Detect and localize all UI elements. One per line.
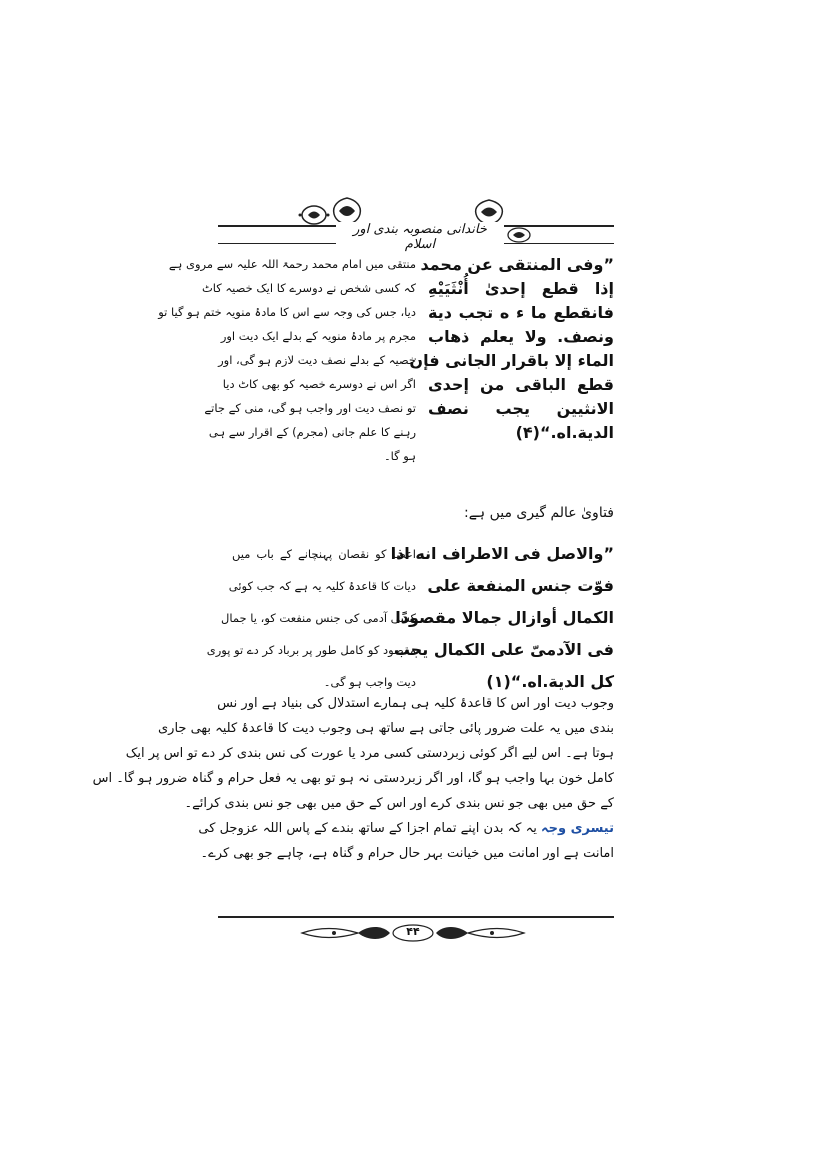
page-number: ۴۴ <box>406 925 420 938</box>
paragraph-line: وجوب دیت اور اس کا قاعدۂ کلیہ ہی ہمارے استدلال کی بنیاد ہے اور نس <box>217 696 614 711</box>
arabic-quote-2 <box>390 538 614 698</box>
urdu-line: دیت واجب ہو گی۔ <box>323 675 416 689</box>
paragraph-line: کامل خون بہا واجب ہو گا، اور اگر زبردستی نہ ہو تو بھی یہ فعل حرام و گناہ ضرور ہو گا۔ اس <box>92 771 614 786</box>
arabic-line: الدية.اه.“(۴) <box>515 423 614 442</box>
arabic-line: فوّت جنس المنفعة على <box>427 576 614 595</box>
arabic-line: الانثيين يجب نصف <box>428 399 614 418</box>
arabic-line: إذا قطع إحدیٰ أُنْثَیَیْهِ <box>428 279 614 298</box>
paragraph-line: بندی میں یہ علت ضرور پائی جاتی ہے ساتھ ہی وجوب دیت کا قاعدۂ کلیہ بھی جاری <box>157 721 614 736</box>
paragraph-line-third-reason <box>198 816 614 841</box>
header-ornament-left-icon <box>298 204 330 226</box>
section-heading-fatawa: فتاویٰ عالم گیری میں ہے: <box>464 505 614 521</box>
body-paragraph <box>92 691 614 866</box>
arabic-line: ”والاصل فی الاطراف انه اذا <box>390 544 614 563</box>
urdu-line: مقصود کو کامل طور پر برباد کر دے تو پوری <box>206 643 416 657</box>
header-ornament-small-icon <box>506 226 532 244</box>
urdu-translation-1 <box>158 252 416 468</box>
paragraph-line: کے حق میں بھی جو نس بندی کرے اور اس کے حق میں بھی جو نس بندی کرائے۔ <box>184 796 614 811</box>
paragraph-line: امانت ہے اور امانت میں خیانت بہر حال حرام و گناہ ہے، چاہے جو بھی کرے۔ <box>200 846 614 861</box>
urdu-line: مجرم پر مادۂ منویہ کے بدلے ایک دیت اور <box>220 329 416 343</box>
arabic-line: ونصف. ولا يعلم ذهاب <box>428 327 614 346</box>
arabic-line: فانقطع ما ء ه تجب دية <box>428 303 614 322</box>
urdu-line: منتقی میں امام محمد رحمۃ اللہ علیہ سے مروی ہے <box>168 257 416 271</box>
arabic-line: الكمال أوازال جمالا مقصودًا <box>395 608 614 627</box>
urdu-line: ہو گا۔ <box>383 449 416 463</box>
urdu-line: اگر اس نے دوسرے خصیہ کو بھی کاٹ دیا <box>222 377 416 391</box>
arabic-quote-1 <box>409 253 614 445</box>
arabic-line: قطع الباقی من إحدی <box>428 375 614 394</box>
running-header-title: خاندانی منصوبہ بندی اور اسلام <box>336 222 504 252</box>
arabic-line: ”وفی المنتقی عن محمد <box>420 255 614 274</box>
urdu-line: رہنے کا علم جانی (مجرم) کے اقرار سے ہی <box>208 425 416 439</box>
urdu-line: دیات کا قاعدۂ کلیہ یہ ہے کہ جب کوئی <box>228 579 416 593</box>
paragraph-line: ہوتا ہے۔ اس لیے اگر کوئی زبردستی کسی مرد یا عورت کی نس بندی کر دے تو اس پر ایک <box>125 746 614 761</box>
urdu-translation-2 <box>206 538 416 698</box>
third-reason-label: تیسری وجہ <box>540 821 614 836</box>
urdu-line: دیا، جس کی وجہ سے اس کا مادۂ منویہ ختم ہو گیا تو <box>158 305 416 319</box>
arabic-line: فی الآدمیّ على الكمال يجب <box>393 640 614 659</box>
arabic-line: الماء إلا باقرار الجانی فإن <box>409 351 614 370</box>
urdu-line: کسی آدمی کی جنس منفعت کو، یا جمال <box>220 611 416 625</box>
urdu-line: اعضا کو نقصان پہنچانے کے باب میں <box>232 547 416 561</box>
urdu-line: تو نصف دیت اور واجب ہو گی، منی کے جاتے <box>204 401 416 415</box>
urdu-line: کہ کسی شخص نے دوسرے کا ایک خصیہ کاٹ <box>201 281 416 295</box>
arabic-line: كل الدية.اه.“(۱) <box>486 672 614 691</box>
third-reason-text: یہ کہ بدن اپنے تمام اجزا کے ساتھ بندے کے پاس اللہ عزوجل کی <box>198 821 537 836</box>
urdu-line: خصیہ کے بدلے نصف دیت لازم ہو گی، اور <box>218 353 416 367</box>
footer-rule <box>218 916 614 918</box>
